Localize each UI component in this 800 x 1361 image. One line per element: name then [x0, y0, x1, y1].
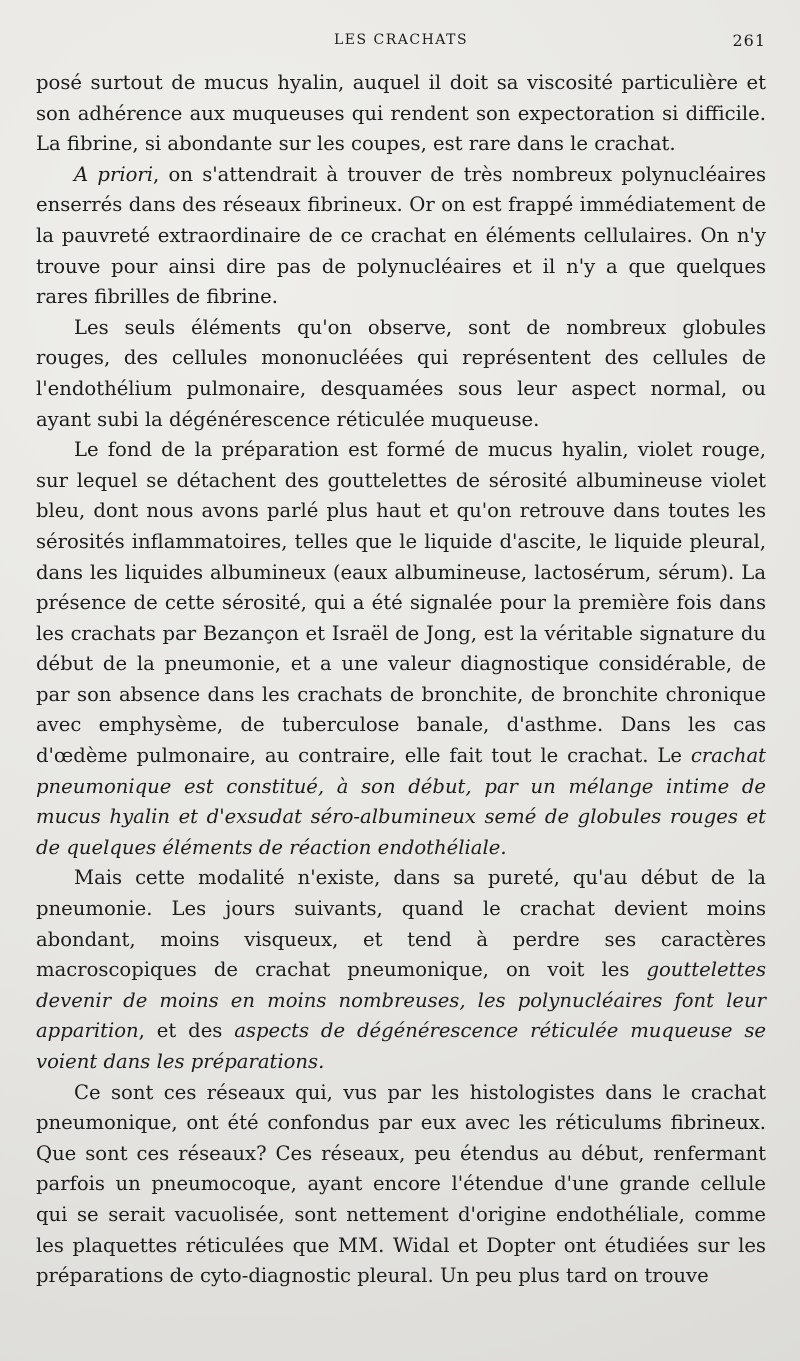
text-run: Mais cette modalité n'existe, dans sa pureté, qu'au début de la pneumonie. Les jours suivants, quand le crachat devient moins abondant, moins visqueux, et tend à perdre ses caractères macroscopiques de crachat pneumonique, on voit les [36, 866, 766, 982]
page-number: 261 [732, 31, 766, 50]
text-run: posé surtout de mucus hyalin, auquel il doit sa viscosité particulière et son adhérence aux muqueuses qui rendent son expectoration si difficile. La fibrine, si abondante sur les coupes, est rare dans le crachat. [36, 71, 766, 156]
running-head-title: LES CRACHATS [333, 32, 469, 48]
italic-run: gouttelettes devenir de moins en moins nombreuses, les polynucléaires font leur apparition [36, 958, 766, 1043]
paragraph [36, 68, 766, 160]
text-run: , on s'attendrait à trouver de très nombreux polynucléaires enserrés dans des réseaux fibrineux. Or on est frappé immédiatement de la pauvreté extraordinaire de ce crachat en éléments cellulaires. On n'y trouve pour ainsi dire pas de polynucléaires et il n'y a que quelques rares fibrilles de fibrine. [36, 162, 767, 309]
paragraph [36, 1078, 766, 1292]
text-run: Ce sont ces réseaux qui, vus par les histologistes dans le crachat pneumonique, ont été confondus par eux avec les réticulums fibrineux. Que sont ces réseaux? Ces réseaux, peu étendus au début, renfermant parfois un pneumocoque, ayant encore l'étendue d'une grande cellule qui se serait vacuolisée, sont nettement d'origine endothéliale, comme les plaquettes réticulées que MM. Widal et Dopter ont étudiées sur les préparations de cyto-diagnostic pleural. Un peu plus tard on trouve [36, 1080, 766, 1288]
paragraph [36, 160, 766, 313]
paragraph [36, 313, 766, 435]
italic-run: A priori [74, 162, 154, 186]
book-page [36, 28, 766, 1292]
body-text [36, 68, 766, 1292]
paragraph [36, 863, 766, 1077]
text-run: Le fond de la préparation est formé de mucus hyalin, violet rouge, sur lequel se détachent des gouttelettes de sérosité albumineuse violet bleu, dont nous avons parlé plus haut et qu'on retrouve dans toutes les sérosités inflammatoires, telles que le liquide d'ascite, le liquide pleural, dans les liquides albumineux (eaux albumineuse, lactosérum, sérum). La présence de cette sérosité, qui a été signalée pour la première fois dans les crachats par Bezançon et Israël de Jong, est la véritable signature du début de la pneumonie, et a une valeur diagnostique considérable, de par son absence dans les crachats de bronchite, de bronchite chronique avec emphysème, de tuberculose banale, d'asthme. Dans les cas d'œdème pulmonaire, au contraire, elle fait tout le crachat. Le [36, 438, 766, 768]
paragraph [36, 435, 766, 863]
italic-run: aspects de dégénérescence réticulée muqueuse se voient dans les préparations. [36, 1019, 766, 1073]
italic-run: crachat pneumonique est constitué, à son début, par un mélange intime de mucus hyalin et d'exsudat séro-albumineux semé de globules rouges et de quelques éléments de réaction endothéliale. [36, 744, 766, 859]
running-head [36, 28, 766, 60]
text-run: , et des [138, 1019, 235, 1043]
text-run: Les seuls éléments qu'on observe, sont de nombreux globules rouges, des cellules mononucléées qui représentent des cellules de l'endothélium pulmonaire, desquamées sous leur aspect normal, ou ayant subi la dégénérescence réticulée muqueuse. [36, 315, 766, 431]
